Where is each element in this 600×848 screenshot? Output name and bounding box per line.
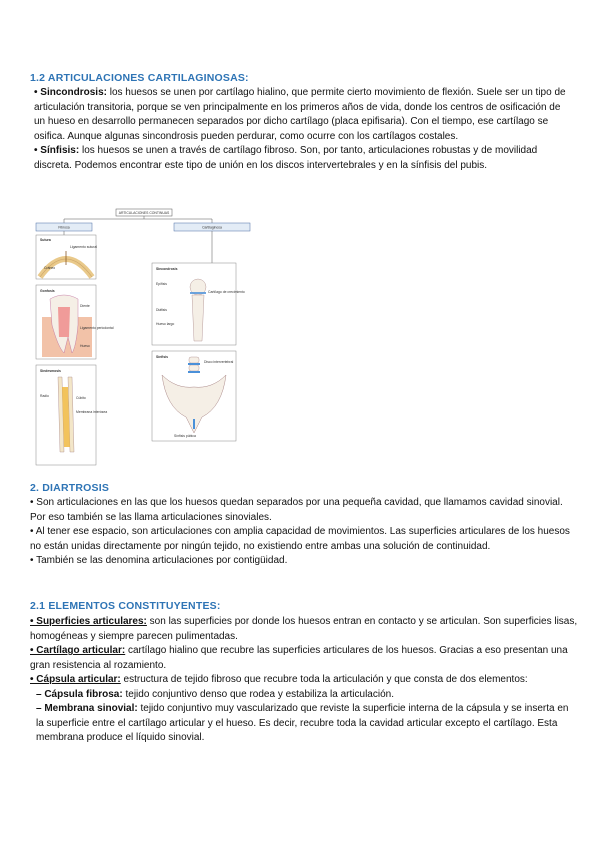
panel-gonfosis-label3: Hueso [80,344,90,348]
paragraph-capsula [30,673,578,688]
panel-sinfisis-label2: Sínfisis púbica [174,434,196,438]
paragraph-superficies [30,615,578,644]
paragraph-diartrosis-3: • También se las denomina articulaciones por contigüidad. [30,555,288,566]
text-cartilago: cartílago hialino que recubre las superficies articulares de los huesos. Gracias a eso presentan una gran resistencia al rozamiento. [30,645,568,671]
section-title-elementos: 2.1 ELEMENTOS CONSTITUYENTES: [30,600,221,612]
panel-sincondrosis-label3: Cartílago de crecimiento [208,290,245,294]
text-sincondrosis: los huesos se unen por cartílago hialino, que permite cierto movimiento de flexión. Suele ser un tipo de articulación transitoria, porque se ven principalmente en los primeros años de vida, donde los centros de osificación de un hueso en desarrollo permanecen separados por dicho cartílago (placa epifisaria). Con el tiempo, ese cartílago se osifica. Aunque algunas sincondrosis pueden perdurar, como ocurre con los cartílagos costales. [34,87,566,142]
paragraph-sincondrosis [34,86,574,144]
panel-sinfisis-label1: Disco intervertebral [204,360,234,364]
text-capsula: estructura de tejido fibroso que recubre toda la articulación y que consta de dos elementos: [120,674,528,685]
paragraph-membrana-sinovial [30,702,578,746]
panel-sutura-title: Sutura [40,238,51,242]
panel-sincondrosis-label2: Diáfisis [156,308,167,312]
panel-sinfisis-title: Sínfisis [156,355,169,359]
fibrosa-label: Fibrosa [58,225,70,230]
cartilaginosa-label: Cartilaginosa [202,225,222,230]
text-membrana-sinovial: tejido conjuntivo muy vascularizado que reviste la superficie interna de la cápsula y se inserta en la superficie entre el cartílago articular y el hueso. Es decir, recubre toda la cavidad articular excepto el cartílago. Esta membrana produce el líquido sinovial. [36,703,569,743]
panel-sindesmosis-label2: Cúbito [76,396,86,400]
paragraph-diartrosis-1: • Son articulaciones en las que los huesos quedan separados por una pequeña cavidad, que llamamos cavidad sinovial. Por eso también se las llama articulaciones sinoviales. [30,497,563,523]
term-cartilago: • Cartílago articular: [30,645,126,656]
section-body-cartilaginosas [34,86,574,173]
panel-gonfosis-label2: Ligamento periodontal [80,326,114,330]
text-capsula-fibrosa: tejido conjuntivo denso que rodea y estabiliza la articulación. [122,688,394,700]
panel-sindesmosis-title: Sindesmosis [40,369,61,373]
root-label: ARTICULACIONES CONTINUAS [118,211,170,215]
panel-sincondrosis-label1: Epífisis [156,282,167,286]
section-title-diartrosis: 2. DIARTROSIS [30,482,110,494]
panel-sindesmosis-label3: Membrana interósea [76,410,108,414]
panel-gonfosis-title: Gonfosis [40,289,55,293]
panel-sincondrosis-label4: Hueso largo [156,322,175,326]
paragraph-diartrosis-2: • Al tener ese espacio, son articulaciones con amplia capacidad de movimientos. Las superficies articulares de los huesos no están unidas directamente por ningún tejido, no existiendo entre ambas una solución de continuidad. [30,526,570,552]
panel-sutura-bottom: Cráneo [44,266,56,270]
term-sincondrosis: • Sincondrosis: [34,87,107,98]
term-sinfisis: • Sínfisis: [34,145,80,156]
paragraph-sinfisis [34,144,574,173]
term-capsula: • Cápsula articular: [30,674,121,685]
section-body-elementos [30,615,578,746]
section-body-diartrosis [30,496,578,569]
panel-sutura-label: Ligamento sutural [70,245,97,249]
section-title-cartilaginosas: 1.2 ARTICULACIONES CARTILAGINOSAS: [30,72,249,84]
text-superficies: son las superficies por donde los huesos entran en contacto y se articulan. Son superficies lisas, homogéneas y siempre parecen pulimentadas. [30,616,578,642]
term-membrana-sinovial: – Membrana sinovial: [36,703,138,714]
paragraph-cartilago [30,644,578,673]
panel-gonfosis-label1: Diente [80,304,90,308]
term-superficies: • Superficies articulares: [30,616,147,627]
text-sinfisis: los huesos se unen a través de cartílago fibroso. Son, por tanto, articulaciones robustas y de movilidad discreta. Podemos encontrar este tipo de unión en los discos intervertebrales y en la sínfisis del pubis. [34,145,538,171]
panel-sincondrosis-title: Sincondrosis [156,267,178,271]
paragraph-capsula-fibrosa [30,688,578,703]
term-capsula-fibrosa: – Cápsula fibrosa: [36,688,123,700]
figure-articulaciones-continuas [34,207,252,467]
panel-sindesmosis-label1: Radio [40,394,49,398]
diagram-svg [34,207,252,467]
